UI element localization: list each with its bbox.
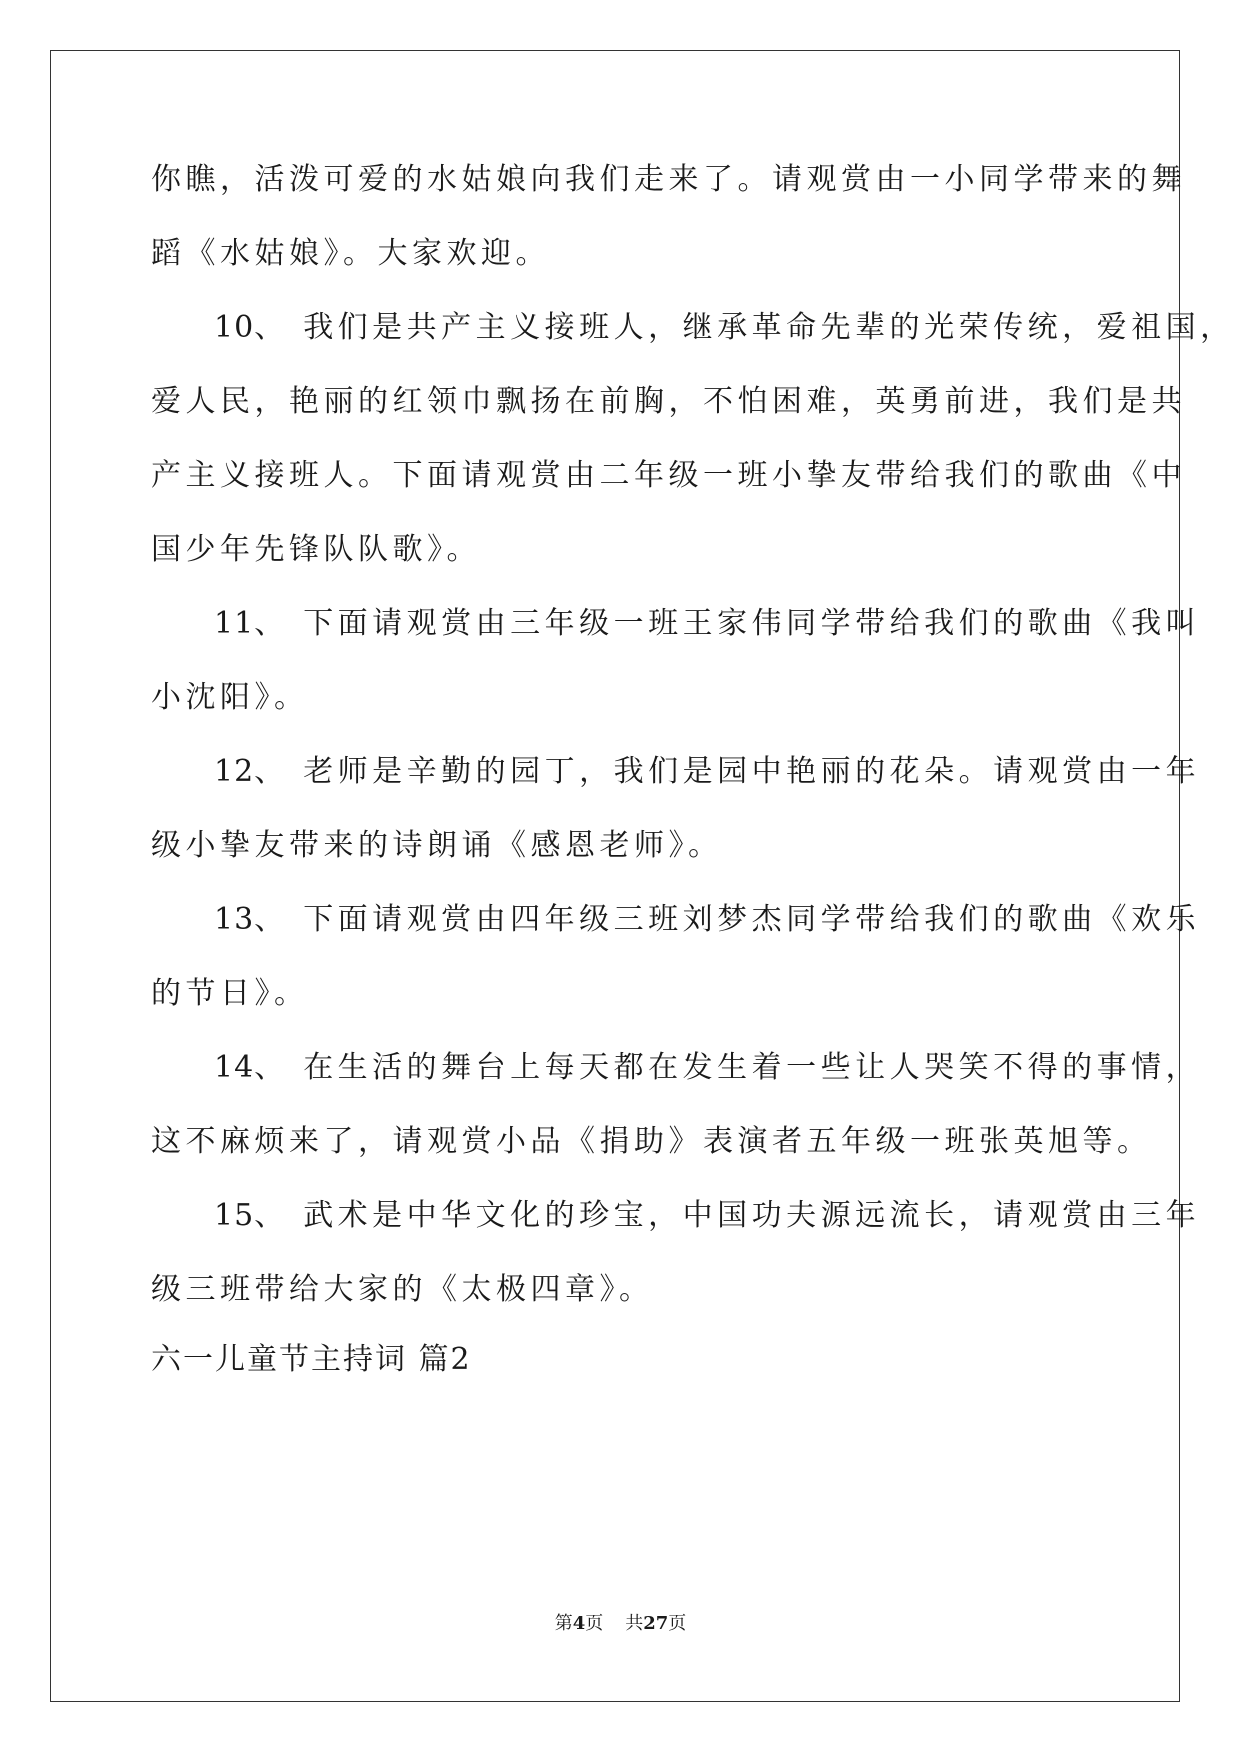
paragraph-text: 我们是共产主义接班人，继承革命先辈的光荣传统，爱祖国，: [303, 310, 1235, 345]
page-number-prefix: 第: [554, 1613, 573, 1634]
paragraph-text: 老师是辛勤的园丁，我们是园中艳丽的花朵。请观赏由一年: [303, 754, 1201, 789]
item-number: 13、: [214, 902, 286, 937]
paragraph-line: 这不麻烦来了，请观赏小品《捐助》表演者五年级一班张英旭等。: [151, 1124, 1152, 1159]
section-heading: 六一儿童节主持词 篇2: [151, 1342, 472, 1377]
numbered-paragraph-first-line: [214, 752, 1200, 792]
numbered-paragraph-first-line: [214, 604, 1200, 644]
paragraph-text: 在生活的舞台上每天都在发生着一些让人哭笑不得的事情，: [303, 1050, 1201, 1085]
item-number: 10、: [214, 310, 286, 345]
numbered-paragraph-first-line: [214, 1048, 1200, 1088]
total-pages-unit: 页: [668, 1613, 687, 1634]
item-number: 15、: [214, 1198, 286, 1233]
total-pages-prefix: 共: [625, 1613, 644, 1634]
paragraph-line: 级三班带给大家的《太极四章》。: [151, 1272, 654, 1307]
paragraph-line: 你瞧，活泼可爱的水姑娘向我们走来了。请观赏由一小同学带来的舞: [151, 162, 1186, 197]
item-number: 14、: [214, 1050, 286, 1085]
current-page-number: 4: [572, 1613, 586, 1634]
paragraph-line: 爱人民，艳丽的红领巾飘扬在前胸，不怕困难，英勇前进，我们是共: [151, 384, 1186, 419]
paragraph-line: 产主义接班人。下面请观赏由二年级一班小挚友带给我们的歌曲《中: [151, 458, 1186, 493]
page-footer: [0, 1612, 1241, 1636]
paragraph-line: 的节日》。: [151, 976, 309, 1011]
numbered-paragraph-first-line: [214, 900, 1200, 940]
item-number: 12、: [214, 754, 286, 789]
page-number-unit: 页: [585, 1613, 604, 1634]
paragraph-text: 下面请观赏由三年级一班王家伟同学带给我们的歌曲《我叫: [303, 606, 1201, 641]
paragraph-text: 武术是中华文化的珍宝，中国功夫源远流长，请观赏由三年: [303, 1198, 1201, 1233]
paragraph-line: 蹈《水姑娘》。大家欢迎。: [151, 236, 550, 271]
numbered-paragraph-first-line: [214, 308, 1235, 348]
item-number: 11、: [214, 606, 286, 641]
paragraph-line: 级小挚友带来的诗朗诵《感恩老师》。: [151, 828, 723, 863]
paragraph-line: 国少年先锋队队歌》。: [151, 532, 481, 567]
paragraph-line: 小沈阳》。: [151, 680, 309, 715]
numbered-paragraph-first-line: [214, 1196, 1200, 1236]
total-page-count: 27: [643, 1613, 669, 1634]
paragraph-text: 下面请观赏由四年级三班刘梦杰同学带给我们的歌曲《欢乐: [303, 902, 1201, 937]
page-border: [50, 50, 1180, 1702]
